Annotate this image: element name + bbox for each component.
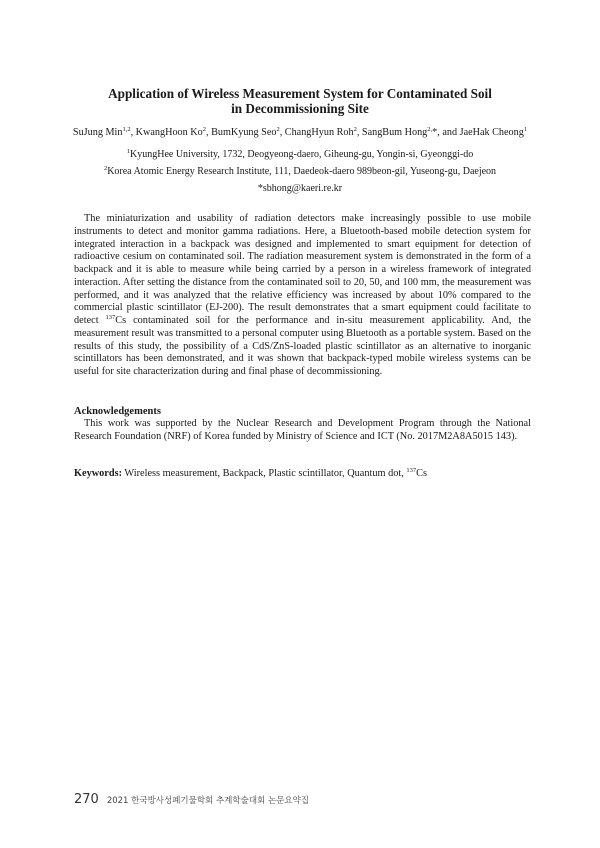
abstract-part-2: contaminated soil for the performance and in-situ measurement applicability. And, the measurement result was transmitted to a personal computer using Bluetooth as a portable system. Based on the results of this study, the possibility of a CdS/ZnS-loaded plastic scintillator as an alternative to inorganic scintillators has been demonstrated, and it was shown that backpack-typed mobile wireless systems can be useful for site characterization during and final phase of decommissioning. [74, 315, 532, 377]
keywords-label: Keywords: [74, 468, 123, 479]
abstract [74, 213, 531, 379]
affiliation-2-mark: 2 [103, 165, 108, 172]
author-name: BumKyung Seo [211, 127, 277, 138]
author-affiliation-mark: 1 [523, 126, 528, 133]
author-separator: , [130, 127, 136, 138]
affiliation-1-text: KyungHee University, 1732, Deogyeong-daero, Giheung-gu, Yongin-si, Gyeonggi-do [130, 149, 474, 160]
keywords-text: Wireless measurement, Backpack, Plastic scintillator, Quantum dot, [122, 468, 407, 479]
page-number: 270 [74, 792, 99, 807]
affiliation-2-text: Korea Atomic Energy Research Institute, 111, Daedeok-daero 989beon-gil, Yuseong-gu, Daejeon [107, 166, 497, 177]
affiliation-2 [40, 165, 560, 178]
keywords-isotope-mass: 137 [406, 467, 417, 474]
affiliation-1-mark: 1 [126, 148, 131, 155]
author-separator: , [279, 127, 285, 138]
isotope-symbol: Cs [115, 315, 127, 326]
author-separator: , [356, 127, 362, 138]
journal-name: 2021 한국방사성폐기물학회 추계학술대회 논문요약집 [106, 796, 309, 806]
keywords [74, 467, 534, 480]
title-line-1: Application of Wireless Measurement System for Contaminated Soil [108, 86, 492, 101]
isotope-mass-number: 137 [105, 314, 116, 321]
paper-title [60, 86, 540, 116]
affiliation-1 [40, 148, 560, 161]
author-name: JaeHak Cheong [459, 127, 524, 138]
page-footer [74, 788, 309, 807]
author-separator: *, and [432, 127, 460, 138]
author-affiliation-mark: 1,2 [122, 126, 131, 133]
author-affiliation-mark: 2, [427, 126, 433, 133]
author-name: SuJung Min [72, 127, 123, 138]
author-name: SangBum Hong [361, 127, 428, 138]
author-affiliation-mark: 2 [202, 126, 206, 133]
author-separator: , [205, 127, 212, 138]
acknowledgements-body: This work was supported by the Nuclear Research and Development Program through the National Research Foundation (NRF) of Korea funded by Ministry of Science and ICT (No. 2017M2A8A5015 143). [74, 418, 531, 442]
author-name: KwangHoon Ko [135, 127, 203, 138]
keywords-isotope-symbol: Cs [416, 468, 428, 479]
corresponding-email: *sbhong@kaeri.re.kr [257, 183, 343, 194]
abstract-part-1: The miniaturization and usability of radiation detectors make increasingly possible to use mobile instruments to detect and monitor gamma radiations. Here, a Bluetooth-based mobile detection system for integrated interaction in a backpack was designed and implemented to smart equipment for detection of radioactive cesium on contaminated soil. The radiation measurement system is demonstrated in the form of a backpack and it is able to measure while being carried by a person in a wireless framework of integrated interaction. After setting the distance from the contaminated soil to 20, 50, and 100 mm, the measurement was performed, and it was analyzed that the relative efficiency was increased by about 10% compared to the commercial plastic scintillator (EJ-200). The result demonstrates that a smart equipment could facilitate to detect [74, 213, 531, 326]
title-line-2: in Decommissioning Site [231, 101, 369, 116]
author-name: ChangHyun Roh [284, 127, 354, 138]
author-affiliation-mark: 2 [276, 126, 280, 133]
author-list [40, 126, 560, 139]
author-affiliation-mark: 2 [353, 126, 357, 133]
acknowledgements-heading: Acknowledgements [74, 406, 161, 417]
